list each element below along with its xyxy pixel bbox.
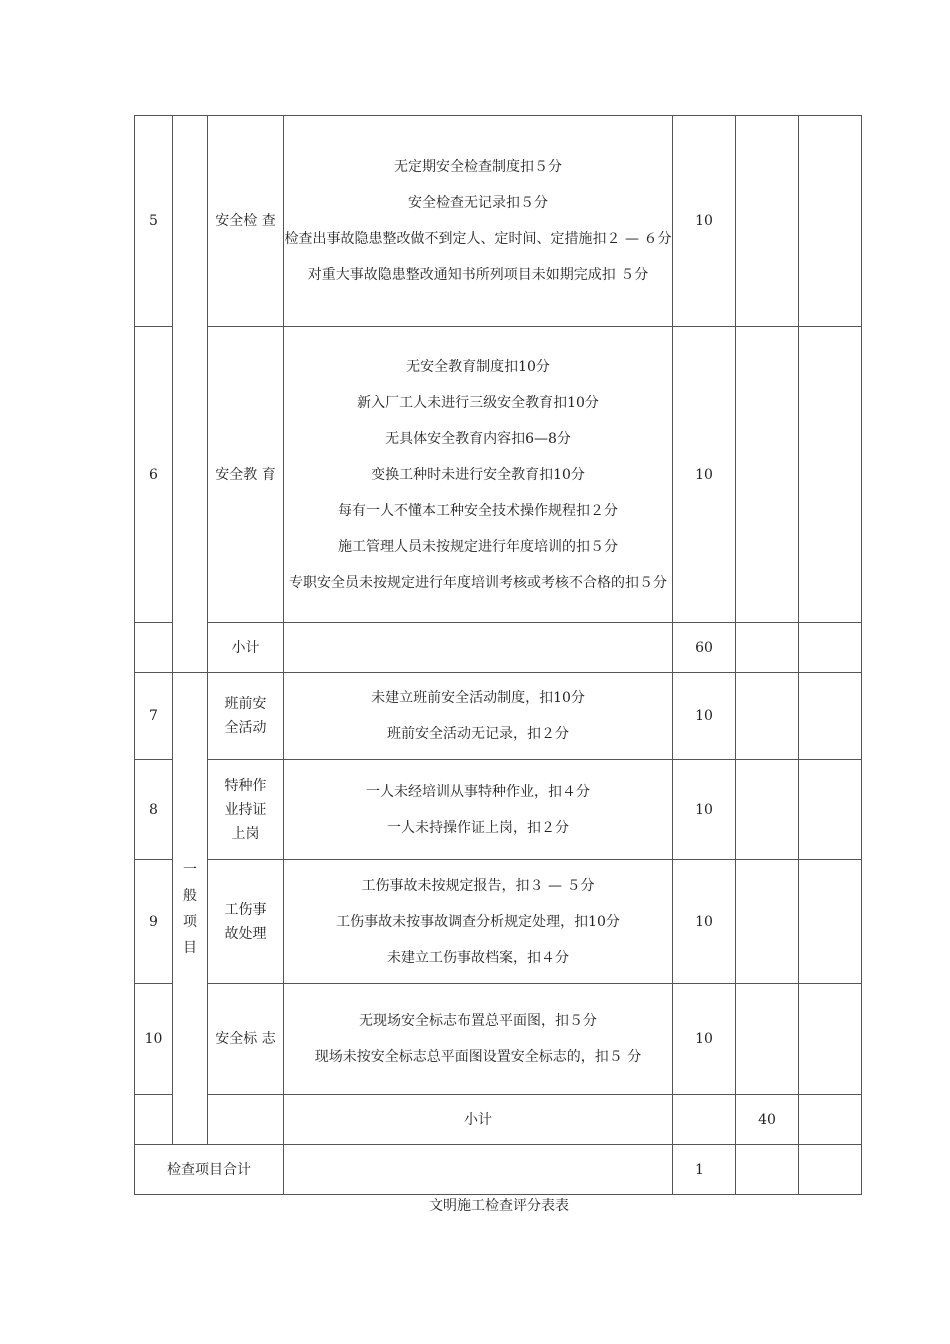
item-name: 安全教 育: [208, 327, 284, 623]
deducted-cell[interactable]: [736, 623, 799, 673]
rule-text: 现场未按安全标志总平面图设置安全标志的，扣５ 分: [314, 1049, 642, 1065]
score-cell: 10: [673, 760, 736, 860]
rule-text: 新入厂工人未进行三级安全教育扣10分: [357, 394, 599, 411]
table-row: [135, 760, 862, 860]
inspection-score-table: [134, 115, 862, 1195]
rule-text: 每有一人不懂本工种安全技术操作规程扣２分: [338, 502, 618, 519]
subtotal-score: 60: [673, 623, 736, 673]
actual-score-cell[interactable]: [799, 673, 862, 760]
table-row: [135, 860, 862, 984]
rule-text: 无具体安全教育内容扣6—8分: [385, 430, 571, 447]
total-score: 1: [673, 1145, 736, 1195]
row-number: 8: [135, 760, 173, 860]
score-cell: 10: [673, 327, 736, 623]
subtotal-rules-blank: [673, 1095, 736, 1145]
deduction-rules: [284, 327, 673, 623]
rule-text: 一人未经培训从事特种作业，扣４分: [366, 783, 590, 800]
deducted-cell[interactable]: [736, 673, 799, 760]
rule-text: 未建立工伤事故档案，扣４分: [387, 949, 569, 966]
rule-text: 工伤事故未按规定报告，扣３ — ５分: [361, 877, 595, 894]
rule-text: 变换工种时未进行安全教育扣10分: [371, 466, 585, 483]
actual-score-cell[interactable]: [799, 116, 862, 327]
table-caption: 文明施工检查评分表表: [429, 1198, 569, 1214]
deduction-rules: [284, 116, 673, 327]
rule-text: 对重大事故隐患整改通知书所列项目未如期完成扣 ５分: [307, 267, 649, 283]
subtotal-rules-blank: [284, 623, 673, 673]
rule-text: 安全检查无记录扣５分: [408, 195, 548, 211]
row-number: 7: [135, 673, 173, 760]
actual-score-cell[interactable]: [799, 1145, 862, 1195]
total-rules-blank: [284, 1145, 673, 1195]
score-cell: 10: [673, 116, 736, 327]
actual-score-cell[interactable]: [799, 984, 862, 1095]
category-cell: [173, 673, 208, 1145]
deduction-rules: [284, 984, 673, 1095]
actual-score-cell[interactable]: [799, 623, 862, 673]
item-name: 安全检 查: [208, 116, 284, 327]
subtotal-label: 小计: [284, 1095, 673, 1145]
deduction-rules: [284, 860, 673, 984]
deducted-cell[interactable]: [736, 860, 799, 984]
subtotal-score: 40: [736, 1095, 799, 1145]
row-number: 6: [135, 327, 173, 623]
actual-score-cell[interactable]: [799, 860, 862, 984]
item-name: 安全标 志: [208, 984, 284, 1095]
category-label: 一般项目: [183, 861, 197, 956]
table-row: [135, 673, 862, 760]
rule-text: 检查出事故隐患整改做不到定人、定时间、定措施扣２ — ６分: [284, 231, 672, 247]
rule-text: 工伤事故未按事故调查分析规定处理，扣10分: [336, 913, 620, 930]
deducted-cell[interactable]: [736, 760, 799, 860]
actual-score-cell[interactable]: [799, 760, 862, 860]
subtotal-row: [135, 1095, 862, 1145]
deducted-cell[interactable]: [799, 1095, 862, 1145]
rule-text: 施工管理人员未按规定进行年度培训的扣５分: [338, 538, 618, 555]
row-number-blank: [135, 623, 173, 673]
category-cell-blank: [173, 116, 208, 673]
total-label: 检查项目合计: [135, 1145, 284, 1195]
row-number: 10: [135, 984, 173, 1095]
deducted-cell[interactable]: [736, 984, 799, 1095]
rule-text: 专职安全员未按规定进行年度培训考核或考核不合格的扣５分: [289, 574, 667, 591]
row-number: 9: [135, 860, 173, 984]
table-row: [135, 327, 862, 623]
subtotal-row: [135, 623, 862, 673]
rule-text: 一人未持操作证上岗，扣２分: [387, 819, 569, 836]
item-name: 工伤事故处理: [208, 860, 284, 984]
deducted-cell[interactable]: [736, 1145, 799, 1195]
row-number: 5: [135, 116, 173, 327]
category-cell-blank: [208, 1095, 284, 1145]
score-cell: 10: [673, 860, 736, 984]
table-row: [135, 116, 862, 327]
table-row: [135, 984, 862, 1095]
row-number-blank: [135, 1095, 173, 1145]
rule-text: 无安全教育制度扣10分: [406, 358, 550, 375]
item-name: 特种作业持证上岗: [208, 760, 284, 860]
score-cell: 10: [673, 673, 736, 760]
rule-text: 班前安全活动无记录，扣２分: [387, 726, 569, 742]
deducted-cell[interactable]: [736, 327, 799, 623]
item-name: 班前安全活动: [208, 673, 284, 760]
actual-score-cell[interactable]: [799, 327, 862, 623]
subtotal-label: 小计: [208, 623, 284, 673]
deduction-rules: [284, 673, 673, 760]
rule-text: 未建立班前安全活动制度，扣10分: [371, 690, 585, 706]
deducted-cell[interactable]: [736, 116, 799, 327]
deduction-rules: [284, 760, 673, 860]
rule-text: 无定期安全检查制度扣５分: [394, 159, 562, 175]
rule-text: 无现场安全标志布置总平面图，扣５分: [359, 1013, 597, 1029]
score-cell: 10: [673, 984, 736, 1095]
total-row: [135, 1145, 862, 1195]
